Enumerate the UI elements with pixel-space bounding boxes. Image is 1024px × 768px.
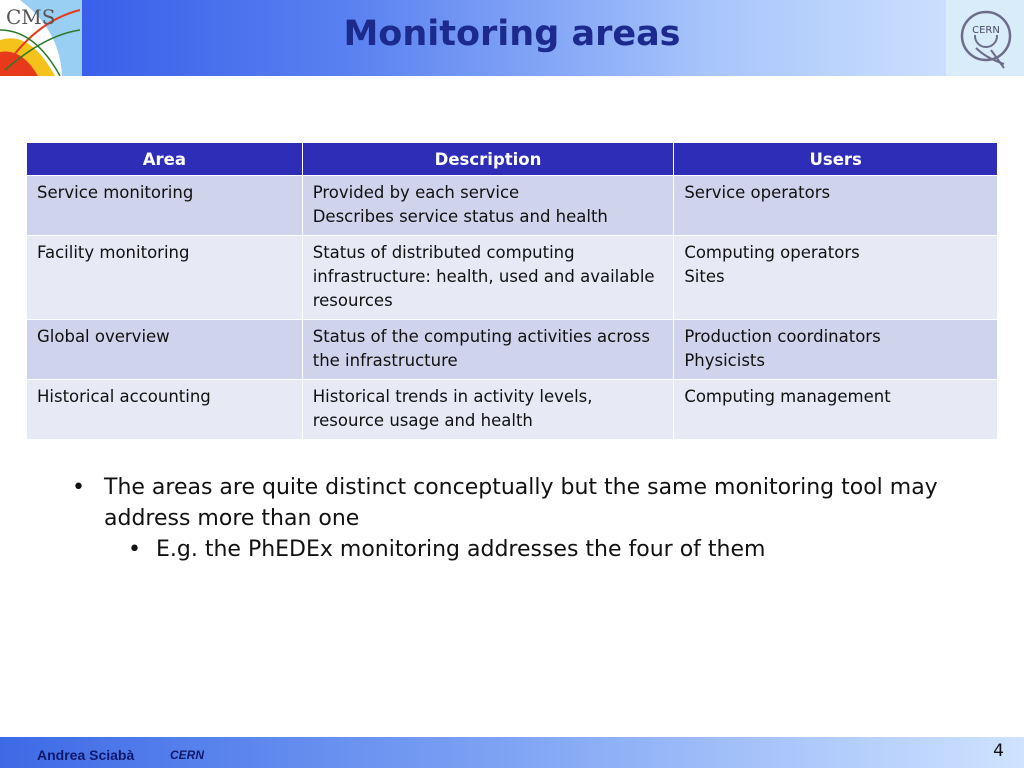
- area-cell: Facility monitoring: [27, 236, 303, 320]
- bullet-icon: •: [72, 475, 85, 500]
- users-line: Computing management: [684, 387, 891, 406]
- users-cell: [674, 236, 998, 320]
- column-header-description: Description: [302, 143, 674, 176]
- bullet-icon: •: [128, 537, 141, 562]
- table-row: [27, 236, 998, 320]
- users-cell: [674, 380, 998, 440]
- svg-text:CERN: CERN: [972, 25, 1000, 36]
- users-line: Sites: [684, 267, 725, 286]
- bullet-list: [72, 472, 972, 565]
- table-row: [27, 320, 998, 380]
- description-cell: [302, 236, 674, 320]
- bullet-item: [72, 472, 972, 565]
- table-header-row: [27, 143, 998, 176]
- description-cell: [302, 320, 674, 380]
- footer-author: Andrea Sciabà: [37, 747, 135, 763]
- users-cell: [674, 320, 998, 380]
- footer-organization: CERN: [170, 748, 205, 762]
- cern-logo: [946, 0, 1024, 76]
- page-number: 4: [993, 741, 1004, 761]
- users-line: Service operators: [684, 183, 831, 202]
- area-cell: Historical accounting: [27, 380, 303, 440]
- area-cell: Service monitoring: [27, 176, 303, 236]
- column-header-users: Users: [674, 143, 998, 176]
- description-cell: [302, 380, 674, 440]
- table-row: [27, 176, 998, 236]
- users-line: Production coordinators: [684, 327, 881, 346]
- description-line: Status of distributed computing infrastructure: health, used and available resources: [312, 243, 655, 310]
- sub-bullet-list: [104, 534, 972, 565]
- description-line: Provided by each service: [312, 183, 520, 202]
- slide-header: [0, 0, 1024, 76]
- slide-title: Monitoring areas: [343, 14, 681, 54]
- bullet-text: The areas are quite distinct conceptually but the same monitoring tool may address more than one: [104, 475, 938, 531]
- column-header-area: Area: [27, 143, 303, 176]
- table-row: [27, 380, 998, 440]
- sub-bullet-item: [104, 534, 972, 565]
- svg-text:CMS: CMS: [6, 5, 56, 29]
- users-line: Computing operators: [684, 243, 860, 262]
- description-cell: [302, 176, 674, 236]
- sub-bullet-text: E.g. the PhEDEx monitoring addresses the four of them: [156, 537, 766, 562]
- description-line: Describes service status and health: [312, 207, 608, 226]
- description-line: Historical trends in activity levels, resource usage and health: [312, 387, 593, 430]
- area-cell: Global overview: [27, 320, 303, 380]
- description-line: Status of the computing activities across the infrastructure: [312, 327, 650, 370]
- slide-footer: [0, 737, 1024, 768]
- monitoring-areas-table: [26, 142, 998, 440]
- users-cell: [674, 176, 998, 236]
- users-line: Physicists: [684, 351, 765, 370]
